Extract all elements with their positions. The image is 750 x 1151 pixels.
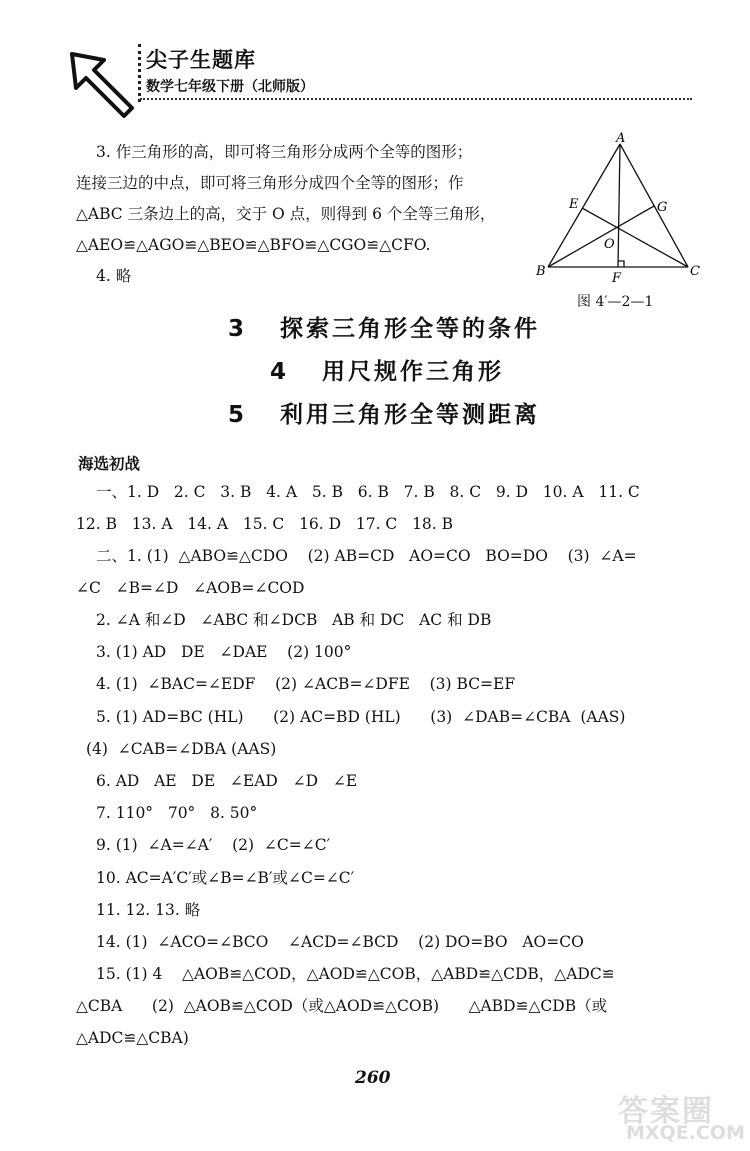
answer-line: 10. AC=A′C′或∠B=∠B′或∠C=∠C′ <box>96 869 355 887</box>
triangle-figure <box>530 130 710 315</box>
arrow-logo-icon <box>70 52 136 118</box>
answer-line: 14. (1) ∠ACO=∠BCO ∠ACD=∠BCD (2) DO=BO AO=CO <box>96 933 584 951</box>
figure-caption: 图 4′—2—1 <box>577 294 654 310</box>
section-title: 5 利用三角形全等测距离 <box>228 402 541 428</box>
answer-line: 6. AD AE DE ∠EAD ∠D ∠E <box>96 772 358 790</box>
answer-line: ∠C ∠B=∠D ∠AOB=∠COD <box>76 579 305 597</box>
answer-line: 二、1. (1) △ABO≌△CDO (2) AB=CD AO=CO BO=DO (3) ∠A= <box>96 547 637 565</box>
vertex-label: B <box>536 264 546 279</box>
vertex-label: F <box>612 271 622 286</box>
intro-line: 连接三边的中点，即可将三角形分成四个全等的图形；作 <box>76 174 464 192</box>
answer-line: 11. 12. 13. 略 <box>96 901 201 919</box>
vertex-label: C <box>690 264 700 279</box>
vertex-label: O <box>604 237 615 252</box>
altitude-bg <box>548 206 654 267</box>
answer-line: △ADC≌△CBA) <box>76 1029 189 1047</box>
vertex-label: A <box>616 131 626 146</box>
book-subtitle: 数学七年级下册（北师版） <box>146 79 314 95</box>
vertex-label: G <box>657 200 668 215</box>
section-title: 3 探索三角形全等的条件 <box>228 316 541 342</box>
book-title: 尖子生题库 <box>146 48 256 72</box>
answer-line: 3. (1) AD DE ∠DAE (2) 100° <box>96 643 352 661</box>
intro-line: △AEO≌△AGO≌△BEO≌△BFO≌△CGO≌△CFO. <box>76 236 431 254</box>
answer-line: 15. (1) 4 △AOB≌△COD，△AOD≌△COB，△ABD≌△CDB，△ADC≌ <box>96 965 615 983</box>
page-number: 260 <box>355 1068 391 1088</box>
answer-line: △CBA (2) △AOB≌△COD（或△AOD≌△COB) △ABD≌△CDB（或 <box>76 997 608 1015</box>
watermark-url: MXQE.COM <box>626 1122 745 1144</box>
intro-line: △ABC 三条边上的高，交于 O 点，则得到 6 个全等三角形， <box>76 205 496 223</box>
right-angle-mark <box>618 261 624 267</box>
subheading: 海选初战 <box>78 455 141 473</box>
answer-line: 5. (1) AD=BC (HL) (2) AC=BD (HL) (3) ∠DAB=∠CBA (AAS) <box>96 708 626 726</box>
answer-line: (4) ∠CAB=∠DBA (AAS) <box>86 740 277 758</box>
section-title: 4 用尺规作三角形 <box>270 359 505 385</box>
answer-line: 7. 110° 70° 8. 50° <box>96 804 258 822</box>
altitude-af <box>618 144 620 267</box>
header-rule <box>140 98 692 100</box>
intro-line: 4. 略 <box>96 267 132 285</box>
intro-line: 3. 作三角形的高，即可将三角形分成两个全等的图形； <box>96 143 473 161</box>
answer-line: 2. ∠A 和∠D ∠ABC 和∠DCB AB 和 DC AC 和 DB <box>96 611 492 629</box>
answer-line: 9. (1) ∠A=∠A′ (2) ∠C=∠C′ <box>96 836 331 854</box>
answer-line: 12. B 13. A 14. A 15. C 16. D 17. C 18. B <box>76 515 454 533</box>
answer-line: 一、1. D 2. C 3. B 4. A 5. B 6. B 7. B 8. C 9. D 10. A 11. C <box>96 483 640 501</box>
answer-line: 4. (1) ∠BAC=∠EDF (2) ∠ACB=∠DFE (3) BC=EF <box>96 675 516 693</box>
vertex-label: E <box>569 197 579 212</box>
watermark-logo: 答案圈 <box>618 1094 714 1129</box>
